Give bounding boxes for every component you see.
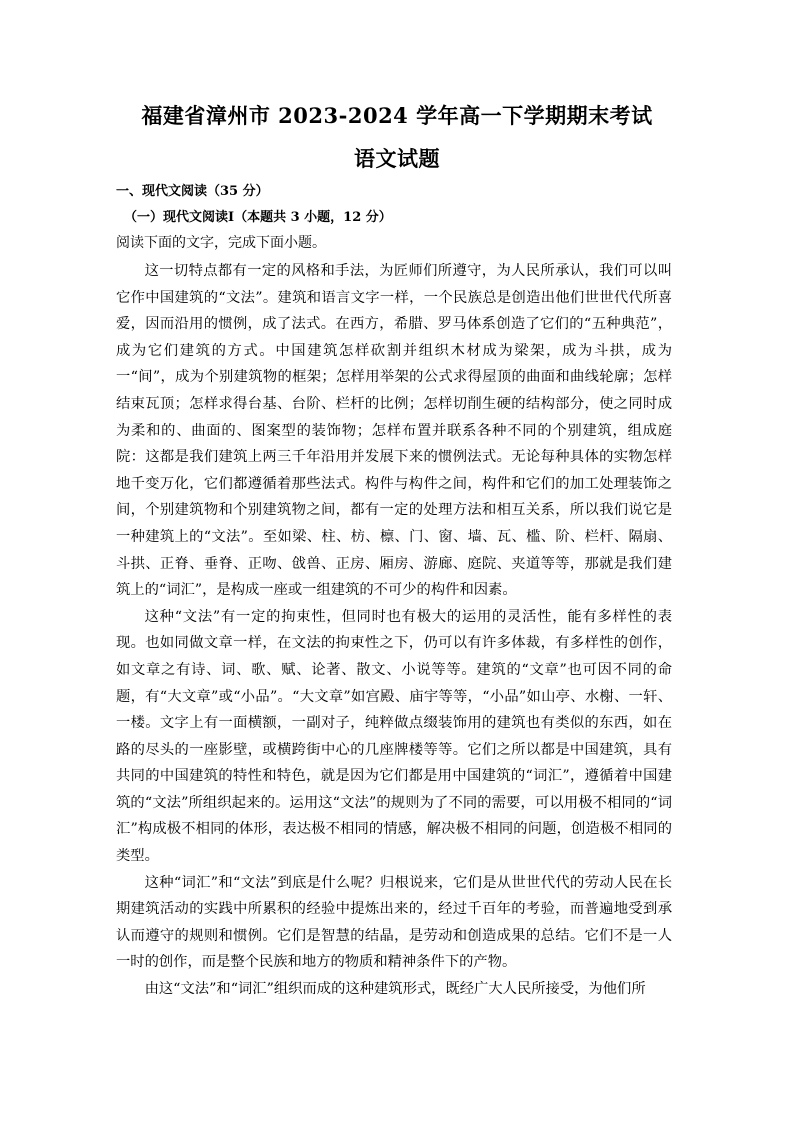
- paragraph: 这种“词汇”和“文法”到底是什么呢？归根说来，它们是从世世代代的劳动人民在长期建筑活动的实践中所累积的经验中提炼出来的，经过千百年的考验，而普遍地受到承认而遵守的规则和惯例。它们是智慧的结晶，是劳动和创造成果的总结。它们不是一人一时的创作，而是整个民族和地方的物质和精神条件下的产物。: [116, 874, 672, 971]
- subsection-heading: （一）现代文阅读Ⅰ（本题共 3 小题，12 分）: [124, 210, 392, 225]
- document-title: 福建省漳州市 2023-2024 学年高一下学期期末考试: [141, 103, 653, 128]
- paragraph: 这一切特点都有一定的风格和手法，为匠师们所遵守，为人民所承认，我们可以叫它作中国建筑的“文法”。建筑和语言文字一样，一个民族总是创造出他们世世代代所喜爱，因而沿用的惯例，成了法式。在西方，希腊、罗马体系创造了它们的“五种典范”，成为它们建筑的方式。中国建筑怎样砍割并组织木材成为梁架，成为斗拱，成为一“间”，成为个别建筑物的框架；怎样用举架的公式求得屋顶的曲面和曲线轮廓；怎样结束瓦顶；怎样求得台基、台阶、栏杆的比例；怎样切削生硬的结构部分，使之同时成为柔和的、曲面的、图案型的装饰物；怎样布置并联系各种不同的个别建筑，组成庭院：这都是我们建筑上两三千年沿用并发展下来的惯例法式。无论每种具体的实物怎样地千变万化，它们都遵循着那些法式。构件与构件之间，构件和它们的加工处理装饰之间，个别建筑物和个别建筑物之间，都有一定的处理方法和相互关系，所以我们说它是一种建筑上的“文法”。至如梁、柱、枋、檩、门、窗、墙、瓦、槛、阶、栏杆、隔扇、斗拱、正脊、垂脊、正吻、戗兽、正房、厢房、游廊、庭院、夹道等等，那就是我们建筑上的“词汇”，是构成一座或一组建筑的不可少的构件和因素。: [116, 263, 672, 599]
- reading-instruction: 阅读下面的文字，完成下面小题。: [116, 235, 326, 251]
- paragraph: 这种“文法”有一定的拘束性，但同时也有极大的运用的灵活性，能有多样性的表现。也如同做文章一样，在文法的拘束性之下，仍可以有许多体裁，有多样性的创作，如文章之有诗、词、歌、赋、论著、散文、小说等等。建筑的“文章”也可因不同的命题，有“大文章”或“小品”。“大文章”如宫殿、庙宇等等，“小品”如山亭、水榭、一轩、一楼。文字上有一面横额，一副对子，纯粹做点缀装饰用的建筑也有类似的东西，如在路的尽头的一座影壁，或横跨街中心的几座牌楼等等。它们之所以都是中国建筑，具有共同的中国建筑的特性和特色，就是因为它们都是用中国建筑的“词汇”，遵循着中国建筑的“文法”所组织起来的。运用这“文法”的规则为了不同的需要，可以用极不相同的“词汇”构成极不相同的体形，表达极不相同的情感，解决极不相同的问题，创造极不相同的类型。: [116, 608, 672, 865]
- section-heading: 一、现代文阅读（35 分）: [116, 184, 269, 199]
- paragraph: 由这“文法”和“词汇”组织而成的这种建筑形式，既经广大人民所接受，为他们所: [144, 981, 646, 998]
- document-subtitle: 语文试题: [354, 146, 440, 171]
- passage-body: [116, 258, 672, 1003]
